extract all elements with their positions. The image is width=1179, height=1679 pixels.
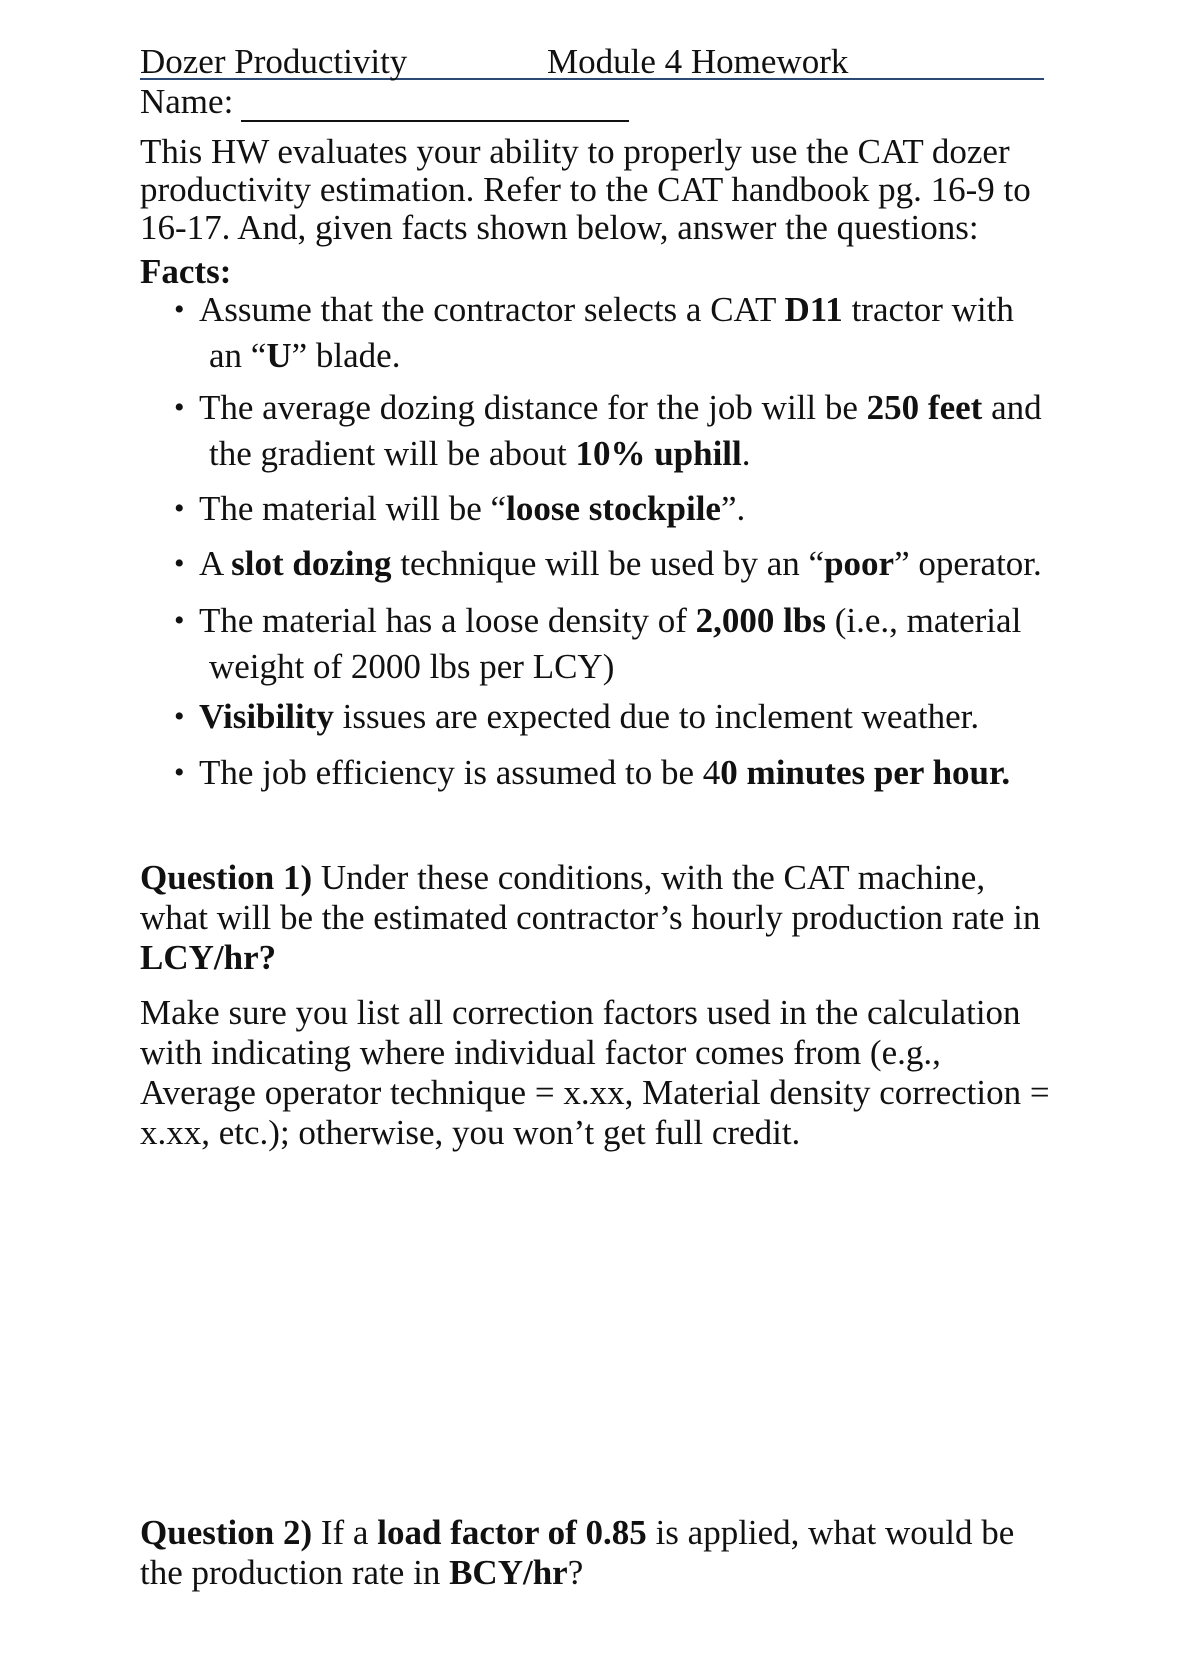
question-2-text: ? [567,1553,584,1592]
facts-heading: Facts: [140,252,232,291]
question-1-label: Question 1) [140,858,313,897]
fact-text: The average dozing distance for the job will be [199,388,867,427]
bullet-icon: • [174,293,185,326]
bullet-icon: • [174,604,185,637]
fact-text: an “ [209,336,267,375]
header-course-title: Dozer Productivity [140,42,408,81]
fact-text: The job efficiency is assumed to be 4 [199,753,721,792]
fact-text: The material has a loose density of [199,601,696,640]
bullet-icon: • [174,492,185,525]
question-2-bold: load factor of 0.85 [377,1513,647,1552]
fact-bold: 2,000 lbs [695,601,826,640]
fact-text: tractor with [842,290,1014,329]
fact-text: The material will be “ [199,489,507,528]
fact-item [174,541,1079,587]
fact-bold: 0 minutes per hour. [720,753,1011,792]
fact-bold: D11 [784,290,843,329]
fact-bold: 10% uphill [575,434,742,473]
fact-text: (i.e., material [825,601,1022,640]
question-2-text: is applied, what would be the production rate in [140,1513,1015,1592]
name-label: Name: [140,82,234,121]
fact-text: weight of 2000 lbs per LCY) [209,647,615,686]
question-2-text: If a [312,1513,378,1552]
fact-item [174,598,1079,690]
fact-item [174,750,1079,796]
fact-text: ” blade. [291,336,401,375]
fact-item [174,287,1079,379]
fact-bold: 250 feet [866,388,983,427]
fact-item [174,385,1079,477]
fact-bold: U [266,336,292,375]
fact-text: ”. [720,489,746,528]
fact-bold: loose stockpile [506,489,721,528]
question-2-label: Question 2) [140,1513,313,1552]
question-2 [140,1513,1060,1593]
fact-text: . [741,434,751,473]
fact-text: the gradient will be about [209,434,576,473]
question-1-text: Under these conditions, with the CAT machine, what will be the estimated contractor’s hourly production rate in [140,858,1041,937]
header-module-title: Module 4 Homework [547,42,849,81]
question-2-unit: BCY/hr [449,1553,568,1592]
fact-item [174,694,1079,740]
fact-text: and [982,388,1042,427]
bullet-icon: • [174,700,185,733]
intro-paragraph: This HW evaluates your ability to properly use the CAT dozer productivity estimation. Refer to the CAT handbook pg. 16-9 to 16-17. And, given facts shown below, answer the questions: [140,132,1031,247]
fact-text: technique will be used by an “ [391,544,825,583]
fact-bold: Visibility [199,697,334,736]
question-1 [140,858,1060,978]
fact-text: Assume that the contractor selects a CAT [199,290,785,329]
fact-item [174,486,1079,532]
bullet-icon: • [174,756,185,789]
question-1-unit: LCY/hr? [140,938,277,977]
bullet-icon: • [174,391,185,424]
fact-text: issues are expected due to inclement weather. [333,697,980,736]
bullet-icon: • [174,547,185,580]
fact-text: ” operator. [894,544,1042,583]
question-1-instructions: Make sure you list all correction factors used in the calculation with indicating where individual factor comes from (e.g., Average operator technique = x.xx, Material density correction = x.xx, etc.); otherwise, you won’t get full credit. [140,993,1050,1152]
fact-text: A [199,544,232,583]
fact-bold: slot dozing [231,544,392,583]
fact-bold: poor [824,544,895,583]
